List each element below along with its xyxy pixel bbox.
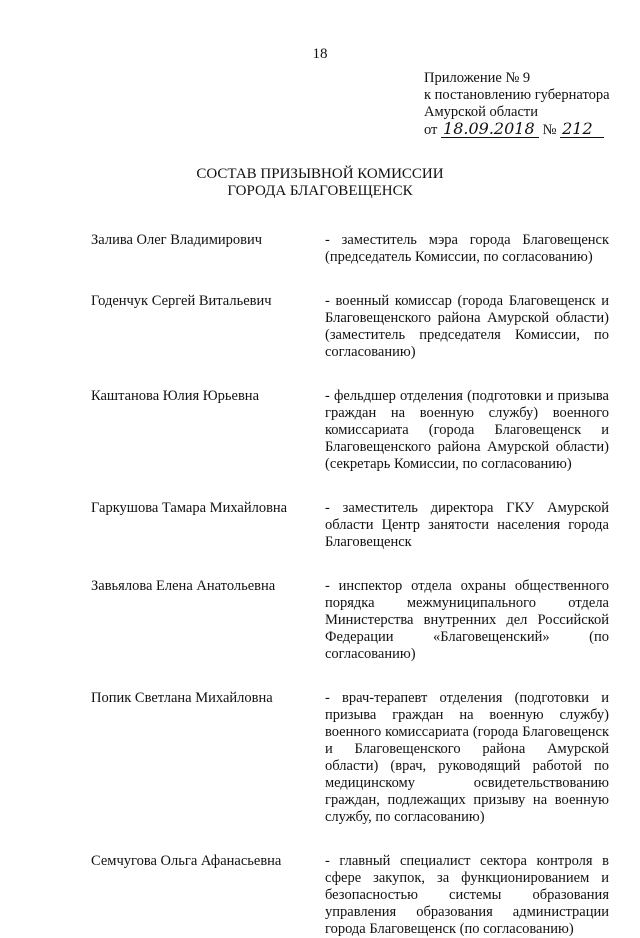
number-prefix: №: [542, 122, 557, 138]
appendix-line-3: Амурской области: [424, 104, 538, 120]
document-title: [0, 166, 640, 200]
member-role: - военный комиссар (города Благовещенск и Благовещенского района Амурской области) (заместитель председателя Комиссии, по согласованию): [325, 293, 609, 360]
member-name: Гаркушова Тамара Михайловна: [91, 500, 288, 516]
title-line-1: СОСТАВ ПРИЗЫВНОЙ КОМИССИИ: [196, 166, 444, 182]
member-role: - заместитель мэра города Благовещенск (председатель Комиссии, по согласованию): [325, 232, 609, 265]
member-name: Семчугова Ольга Афанасьевна: [91, 853, 282, 869]
title-line-2: ГОРОДА БЛАГОВЕЩЕНСК: [227, 183, 413, 199]
member-role: - заместитель директора ГКУ Амурской области Центр занятости населения города Благовещенск: [325, 500, 609, 550]
member-name: Годенчук Сергей Витальевич: [91, 293, 272, 309]
member-row: [91, 232, 611, 266]
member-role: - врач-терапевт отделения (подготовки и призыва граждан на военную службу) военного комиссариата (города Благовещенск и Благовещенского района Амурской области) (врач, руководящий работой по медицинскому освидетельствованию граждан, подлежащих призыву на военную службу, по согласованию): [325, 690, 609, 825]
appendix-date-number-line: [424, 121, 634, 139]
member-row: [91, 690, 611, 826]
member-row: [91, 388, 611, 473]
member-name: Завьялова Елена Анатольевна: [91, 578, 276, 594]
member-name: Каштанова Юлия Юрьевна: [91, 388, 260, 404]
member-role: - главный специалист сектора контроля в сфере закупок, за функционированием и безопасностью системы образования управления образования администрации города Благовещенск (по согласованию): [325, 853, 609, 937]
date-prefix: от: [424, 122, 438, 138]
appendix-line-2: к постановлению губернатора: [424, 87, 610, 103]
member-row: [91, 853, 611, 938]
member-row: [91, 578, 611, 663]
member-role: - инспектор отдела охраны общественного порядка межмуниципального отдела Министерства внутренних дел Российской Федерации «Благовещенский» (по согласованию): [325, 578, 609, 662]
appendix-line-1: Приложение № 9: [424, 70, 531, 86]
member-row: [91, 293, 611, 361]
member-role: - фельдшер отделения (подготовки и призыва граждан на военную службу) военного комиссариата (города Благовещенск и Благовещенского района Амурской области) (секретарь Комиссии, по согласованию): [325, 388, 609, 472]
handwritten-number: 212: [560, 121, 604, 138]
appendix-block: [424, 70, 634, 139]
members-list: [91, 232, 611, 938]
member-name: Попик Светлана Михайловна: [91, 690, 273, 706]
member-row: [91, 500, 611, 551]
member-name: Залива Олег Владимирович: [91, 232, 263, 248]
handwritten-date: 18.09.2018: [441, 121, 539, 138]
page-number: 18: [312, 46, 328, 62]
